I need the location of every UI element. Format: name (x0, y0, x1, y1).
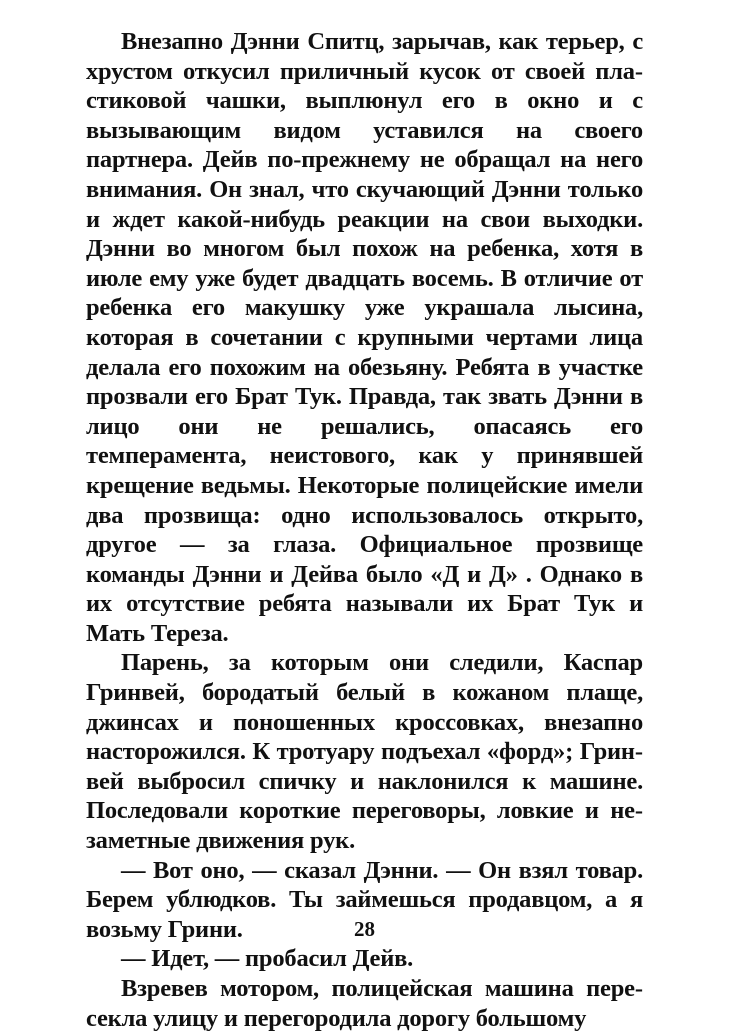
paragraph-5: Взревев мотором, полицейская машина пересекла улицу и перегородила дорогу большому (86, 975, 643, 1032)
paragraph-2: Парень, за которым они следили, Каспар Гринвей, бородатый белый в кожаном плаще, джинсах и поношенных кроссовках, внезапно насторожился. К тротуару подъехал «форд»; Гринвей выбросил спичку и наклонился к машине. Последовали короткие переговоры, ловкие и незаметные движения рук. (86, 649, 643, 855)
page-body (86, 27, 643, 1033)
page-number: 28 (354, 917, 375, 941)
paragraph-4-dialogue: — Идет, — пробасил Дейв. (121, 945, 414, 973)
paragraph-3-dialogue: — Вот оно, — сказал Дэнни. — Он взял товар. Берем ублюдков. Ты займешься продавцом, а я возьму Грини. (86, 856, 643, 943)
paragraph-1: Внезапно Дэнни Спитц, зарычав, как терьер, с хрустом откусил приличный кусок от своей пластиковой чашки, выплюнул его в окно и с вызывающим видом уставился на своего партнера. Дейв по-прежнему не обращал на него внимания. Он знал, что скучающий Дэнни только и ждет какой-нибудь реакции на свои выходки. Дэнни во многом был похож на ребенка, хотя в июле ему уже будет двадцать восемь. В отличие от ребенка его макушку уже украшала лысина, которая в сочетании с крупными чертами лица делала его похожим на обезьяну. Ребята в участке прозвали его Брат Тук. Правда, так звать Дэнни в лицо они не решались, опасаясь его темперамента, неистового, как у принявшей крещение ведьмы. Некоторые полицейские имели два прозвища: одно использовалось открыто, другое — за глаза. Официальное прозвище команды Дэнни и Дейва было «Д и Д» . Однако в их отсутствие ребята называли их Брат Тук и Мать Тереза. (86, 28, 643, 647)
